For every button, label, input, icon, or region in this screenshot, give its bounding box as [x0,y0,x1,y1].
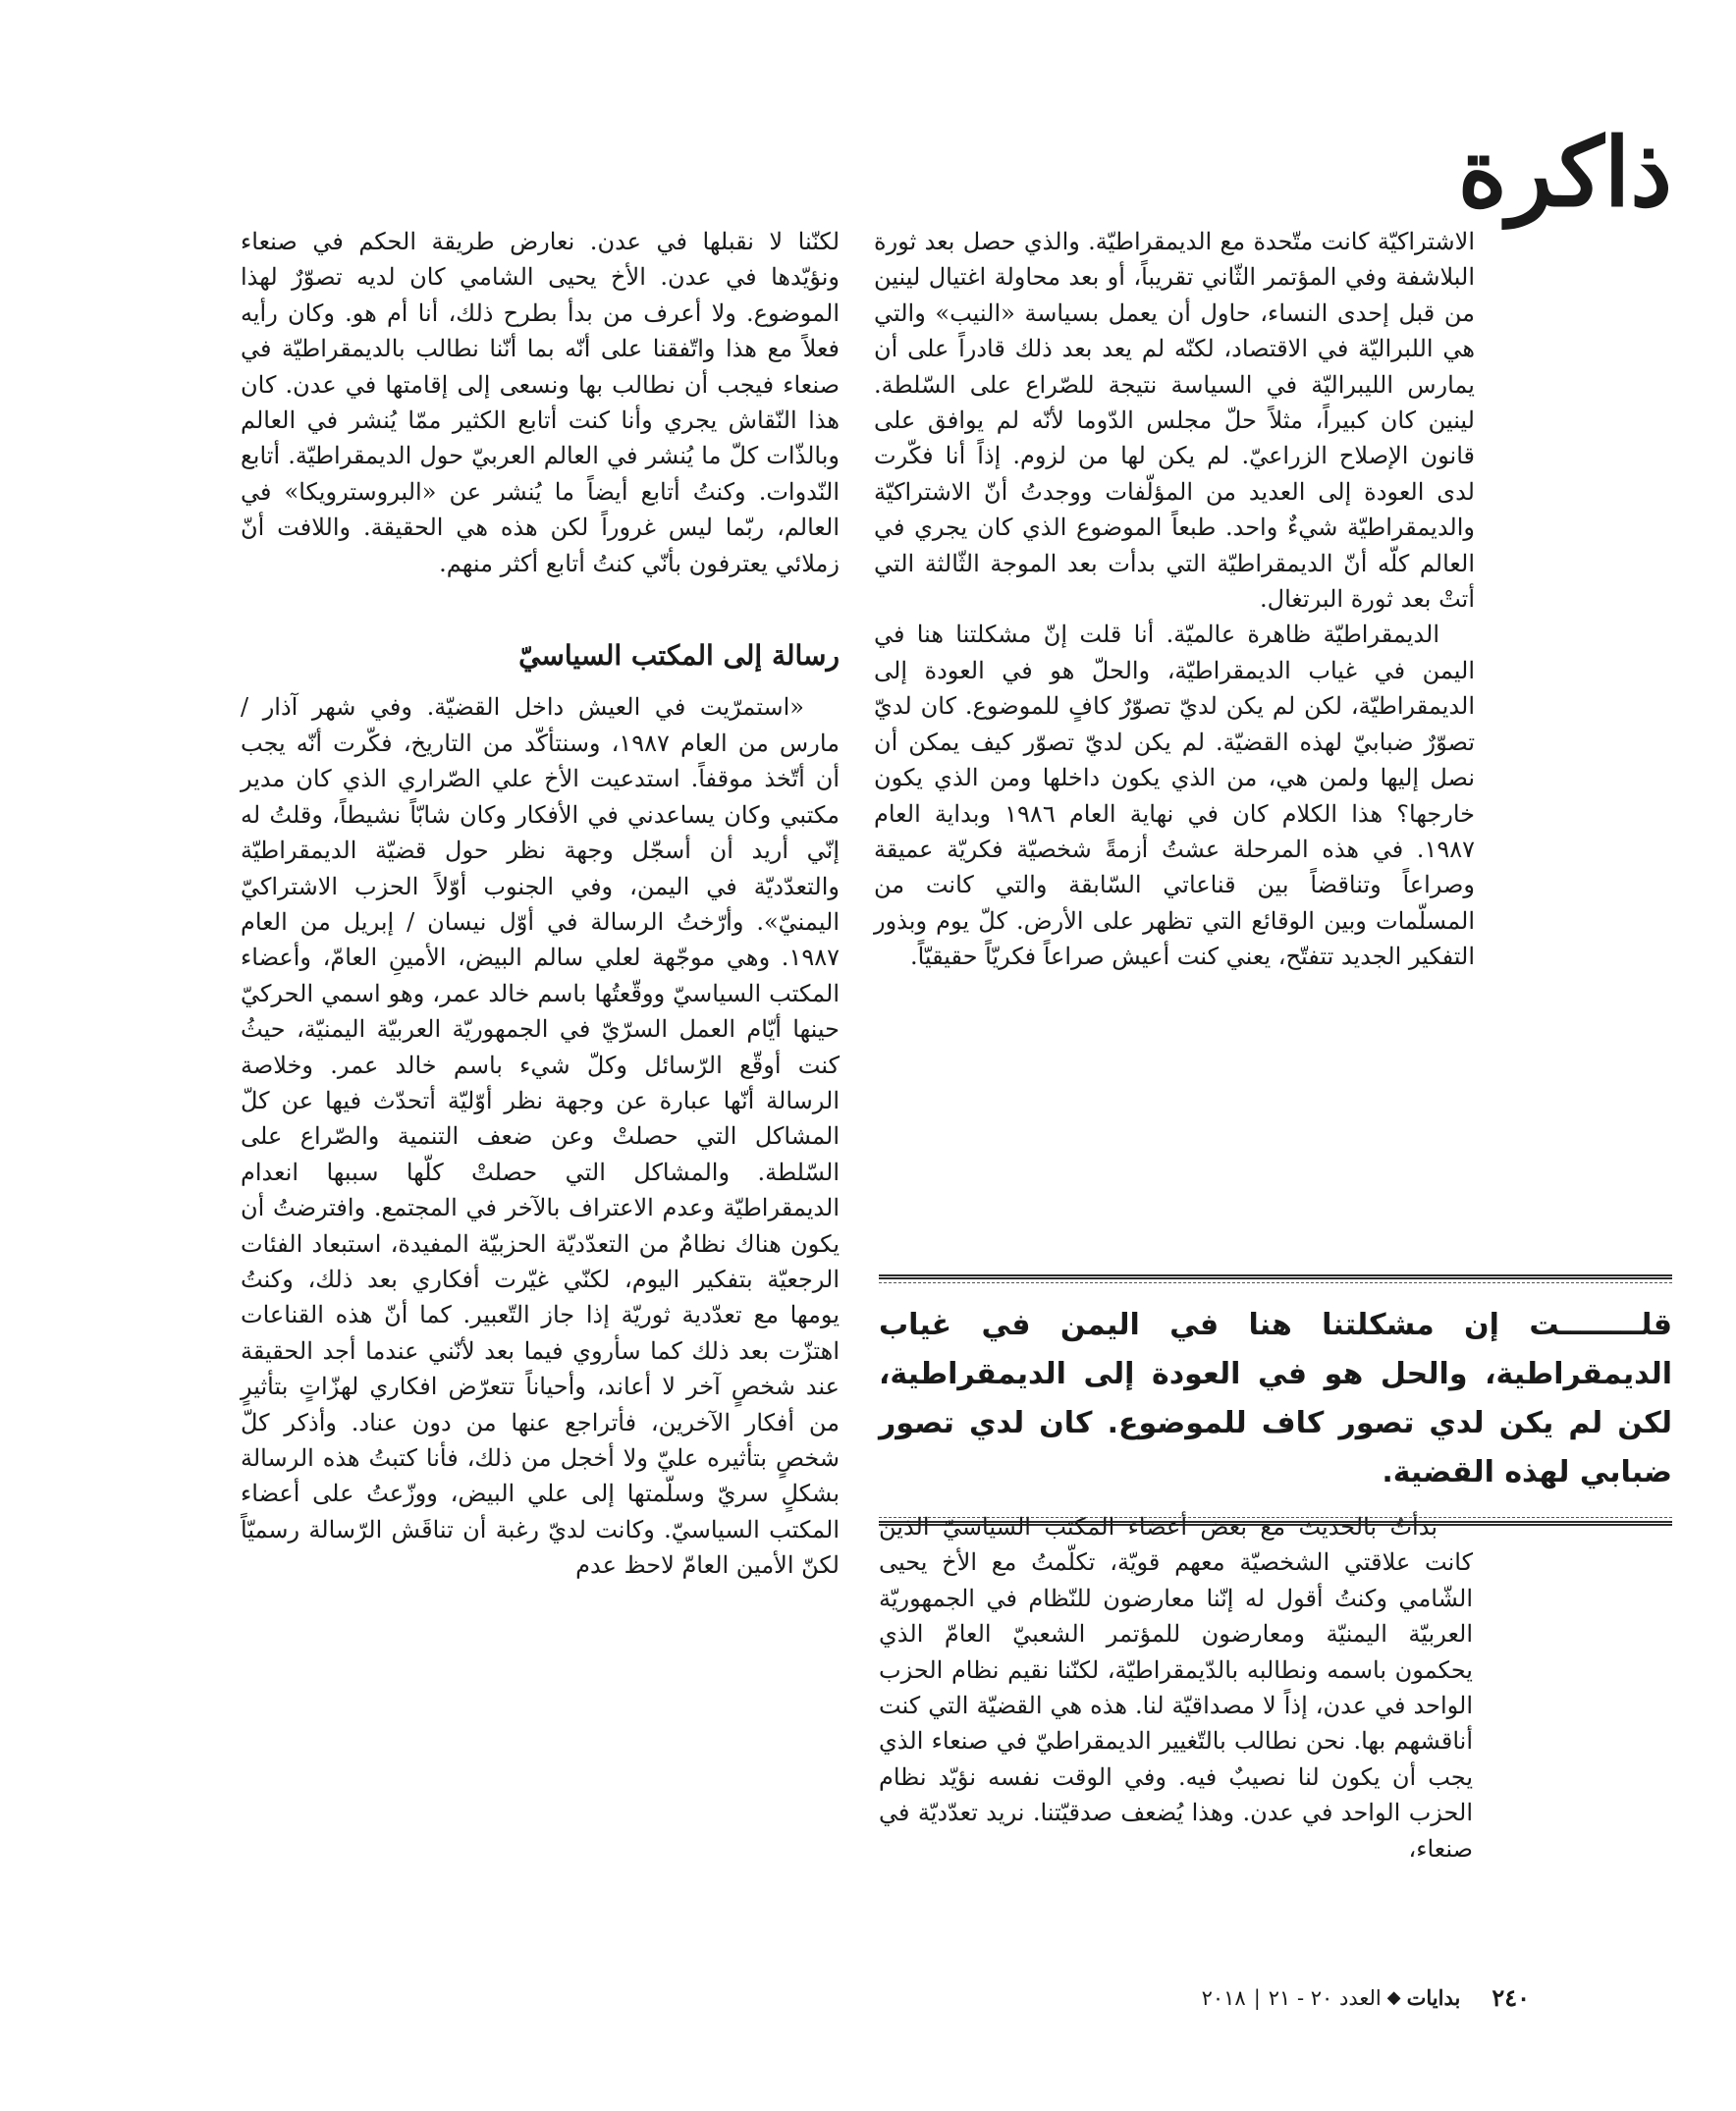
paragraph: بدأتُ بالحديث مع بعض أعضاء المكتب السياسيّ الذين كانت علاقتي الشخصيّة معهم قويّة، تكلّمتُ مع الأخ يحيى الشّامي وكنتُ أقول له إنّنا معارضون للنّظام في الجمهوريّة العربيّة اليمنيّة ومعارضون للمؤتمر الشعبيّ العامّ الذي يحكمون باسمه ونطالبه بالدّيمقراطيّة، لكنّنا نقيم نظام الحزب الواحد في عدن، إذاً لا مصداقيّة لنا. هذه هي القضيّة التي كنت أناقشهم بها. نحن نطالب بالتّغيير الديمقراطيّ في صنعاء الذي يجب أن يكون لنا نصيبٌ فيه. وفي الوقت نفسه نؤيّد نظام الحزب الواحد في عدن. وهذا يُضعف صدقيّتنا. نريد تعدّديّة في صنعاء، [879,1513,1473,1863]
issue-year: ٢٠١٨ [1201,1985,1246,2010]
pull-quote-body: إن مشكلتنا هنا في اليمن في غياب الديمقراطية، والحل هو في العودة إلى الديمقراطية، لكن لم يكن لدي تصور كاف للموضوع. كان لدي تصور ضبابي لهذه القضية. [879,1308,1672,1489]
right-column-top [874,224,1475,975]
paragraph: الديمقراطيّة ظاهرة عالميّة. أنا قلت إنّ مشكلتنا هنا في اليمن في غياب الديمقراطيّة، والحلّ هو في العودة إلى الديمقراطيّة، لكن لم يكن لديّ تصوّرٌ كافٍ للموضوع. كان لديّ تصوّرٌ ضبابيّ لهذه القضيّة. لم يكن لديّ تصوّر كيف يمكن أن نصل إليها ولمن هي، من الذي يكون داخلها ومن الذي يكون خارجها؟ هذا الكلام كان في نهاية العام ١٩٨٦ وبداية العام ١٩٨٧. في هذه المرحلة عشتُ أزمةً شخصيّة فكريّة عميقة وصراعاً وتناقضاً بين قناعاتي السّابقة والتي كانت من المسلّمات وبين الوقائع التي تظهر على الأرض. كلّ يوم وبذور التفكير الجديد تتفتّح، يعني كنت أعيش صراعاً فكريّاً حقيقيّاً. [874,621,1475,971]
paragraph: «استمرّيت في العيش داخل القضيّة. وفي شهر آذار / مارس من العام ١٩٨٧، وسنتأكّد من التاريخ، فكّرت أنّه يجب أن أتّخذ موقفاً. استدعيت الأخ علي الصّراري الذي كان مدير مكتبي وكان يساعدني في الأفكار وكان شابّاً نشيطاً، وقلتُ له إنّي أريد أن أسجّل وجهة نظر حول قضيّة الديمقراطيّة والتعدّديّة في اليمن، وفي الجنوب أوّلاً الحزب الاشتراكيّ اليمنيّ». وأرّختُ الرسالة في أوّل نيسان / إبريل من العام ١٩٨٧. وهي موجّهة لعلي سالم البيض، الأمينِ العامّ، وأعضاء المكتب السياسيّ ووقّعتُها باسم خالد عمر، وهو اسمي الحركيّ حينها أيّام العمل السرّيّ في الجمهوريّة العربيّة اليمنيّة، حيثُ كنت أوقّع الرّسائل وكلّ شيء باسم خالد عمر. وخلاصة الرسالة أنّها عبارة عن وجهة نظر أوّليّة أتحدّث فيها عن كلّ المشاكل التي حصلتْ وعن ضعف التنمية والصّراع على السّلطة. والمشاكل التي حصلتْ كلّها سببها انعدام الديمقراطيّة وعدم الاعتراف بالآخر في المجتمع. وافترضتُ أن يكون هناك نظامٌ من التعدّديّة الحزبيّة المفيدة، استبعاد الفئات الرجعيّة بتفكير اليوم، لكنّي غيّرت أفكاري بعد ذلك، وكنتُ يومها مع تعدّدية ثوريّة إذا جاز التّعبير. كما أنّ هذه القناعات اهتزّت بعد ذلك كما سأروي فيما بعد لأنّني عندما أجد الحقيقة عند شخصٍ آخر لا أعاند، وأحياناً تتعرّض افكاري لهزّاتٍ بتأثيرٍ من أفكار الآخرين، فأتراجع عنها من دون عناد. وأذكر كلّ شخصٍ بتأثيره عليّ ولا أخجل من ذلك، فأنا كتبتُ هذه الرسالة بشكلٍ سريّ وسلّمتها إلى علي البيض، ووزّعتُ على أعضاء المكتب السياسيّ. وكانت لديّ رغبة أن تناقَش الرّسالة رسميّاً لكنّ الأمين العامّ لاحظ عدم [241,693,841,1580]
issue-number: العدد ٢٠ - ٢١ [1268,1985,1382,2010]
right-column-bottom [879,1509,1473,1867]
paragraph: الاشتراكيّة كانت متّحدة مع الديمقراطيّة. والذي حصل بعد ثورة البلاشفة وفي المؤتمر الثّاني تقريباً، أو بعد محاولة اغتيال لينين من قبل إحدى النساء، حاول أن يعمل بسياسة «النيب» والتي هي اللبراليّة في الاقتصاد، لكنّه لم يعد بعد ذلك قادراً على أن يمارس الليبراليّة في السياسة نتيجة للصّراع على السّلطة. لينين كان كبيراً، مثلاً حلّ مجلس الدّوما لأنّه لم يوافق على قانون الإصلاح الزراعيّ. لم يكن لها من لزوم. إذاً أنا فكّرت لدى العودة إلى العديد من المؤلّفات ووجدتُ أنّ الاشتراكيّة والديمقراطيّة شيءٌ واحد. طبعاً الموضوع الذي كان يجري في العالم كلّه أنّ الديمقراطيّة التي بدأت بعد الموجة الثّالثة التي أتتْ بعد ثورة البرتغال. [874,228,1475,614]
pull-quote-lead: قلــــــــت [1529,1308,1672,1342]
spacer [241,581,840,638]
pull-quote [879,1274,1672,1526]
subheading: رسالة إلى المكتب السياسيّ [518,639,840,673]
section-title: ذاكرة [1457,117,1672,228]
separator-bar: | [1253,1985,1261,2010]
paragraph: لكنّنا لا نقبلها في عدن. نعارض طريقة الحكم في صنعاء ونؤيّدها في عدن. الأخ يحيى الشامي كان لديه تصوّرٌ لهذا الموضوع. ولا أعرف من بدأ بطرح ذلك، أنا أم هو. وكان رأيه فعلاً مع هذا واتّفقنا على أنّه بما أنّنا نطالب بالديمقراطيّة في صنعاء فيجب أن نطالب بها ونسعى إلى إقامتها في عدن. كان هذا النّقاش يجري وأنا كنت أتابع الكثير ممّا يُنشر في العالم وبالذّات كلّ ما يُنشر في العالم العربيّ حول الديمقراطيّة. أتابع النّدوات. وكنتُ أتابع أيضاً ما يُنشر عن «البروسترويكا» في العالم، ربّما ليس غروراً لكن هذه هي الحقيقة. واللافت أنّ زملائي يعترفون بأنّي كنتُ أتابع أكثر منهم. [241,228,841,577]
page-number: ٢٤٠ [1492,1983,1530,2012]
pull-quote-text [879,1301,1672,1497]
pull-quote-top-rule [879,1274,1672,1283]
page-footer [1202,1983,1530,2012]
left-column [241,224,840,1584]
diamond-icon: ◆ [1386,1987,1401,2008]
journal-name: بدايات [1406,1985,1461,2010]
